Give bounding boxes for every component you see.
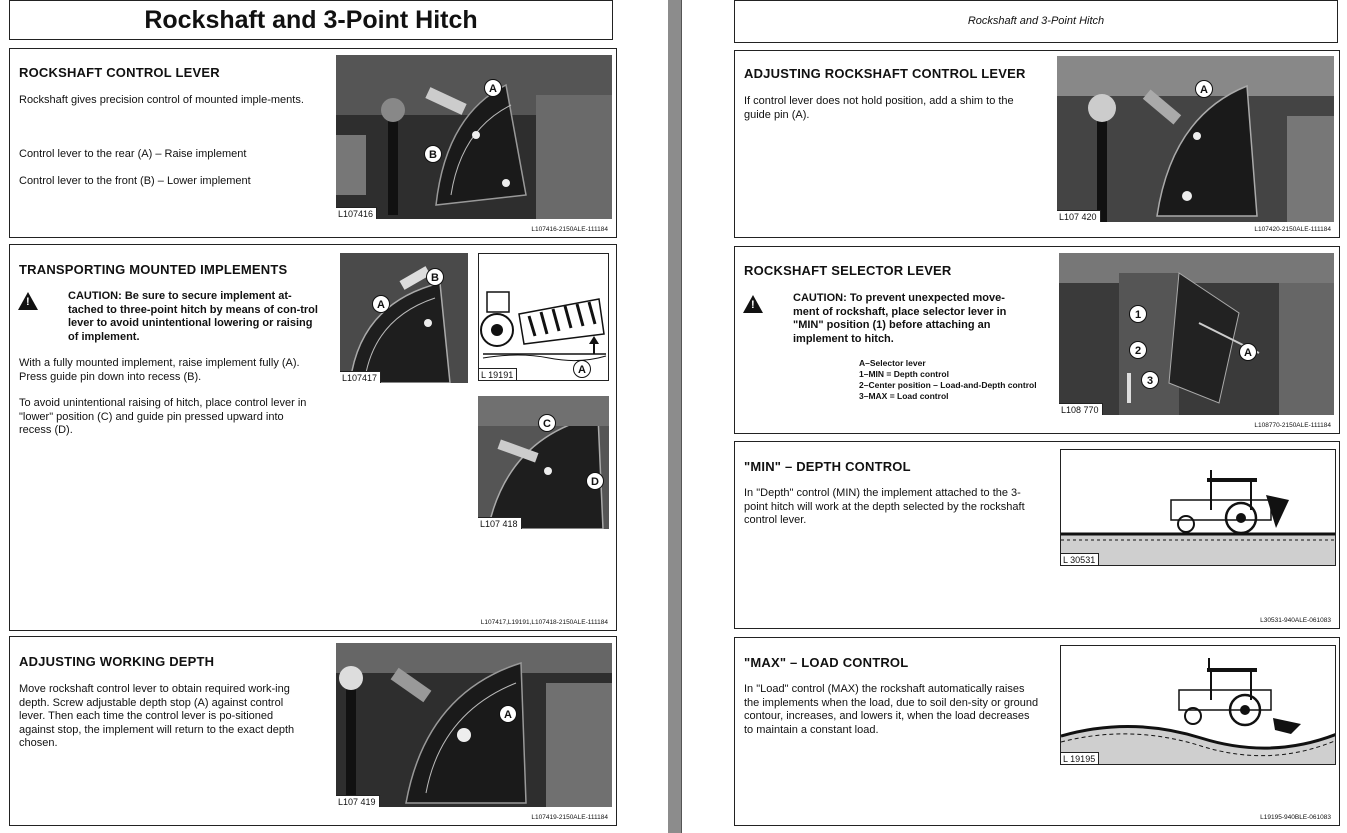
section-title: ROCKSHAFT CONTROL LEVER: [19, 65, 220, 80]
figure-label: L107416: [336, 207, 377, 219]
photo-illustration: [336, 55, 612, 219]
paragraph: To avoid unintentional raising of hitch, place control lever in "lower" position (C) and guide pin pressed upward into recess (D).: [19, 397, 307, 436]
paragraph: In "Load" control (MAX) the rockshaft automatically raises the implements when the load, due to soil den-sity or ground contour, increases, and lowers it, when the load decreases to maintain a constant load.: [744, 683, 1039, 736]
page-gutter: [668, 0, 681, 833]
callout-1: 1: [1129, 305, 1147, 323]
reference-code: L19195-940BLE-061083: [1260, 814, 1331, 821]
reference-code: L107416-2150ALE-111184: [531, 226, 608, 233]
callout-a: A: [1239, 343, 1257, 361]
photo-illustration: [336, 643, 612, 807]
paragraph: If control lever does not hold position, add a shim to the guide pin (A).: [744, 95, 1014, 121]
reference-code: L30531-940ALE-061083: [1260, 617, 1331, 624]
section-transporting-mounted-implements: [9, 244, 617, 631]
legend-item: 1–MIN = Depth control: [859, 369, 949, 379]
photo-illustration: [1057, 56, 1334, 222]
callout-a: A: [499, 705, 517, 723]
drawing-illustration: [1061, 450, 1336, 566]
running-head: Rockshaft and 3-Point Hitch: [967, 15, 1105, 27]
legend-item: 2–Center position – Load-and-Depth control: [859, 380, 1037, 390]
figure-label: L108 770: [1059, 403, 1103, 415]
callout-2: 2: [1129, 341, 1147, 359]
figure-label: L 30531: [1061, 553, 1099, 565]
page-title: Rockshaft and 3-Point Hitch: [144, 6, 478, 34]
right-page-header-box: [734, 0, 1338, 43]
figure-label: L107417: [340, 371, 381, 383]
legend-item: 3–MAX = Load control: [859, 391, 949, 401]
section-title: ROCKSHAFT SELECTOR LEVER: [744, 263, 952, 278]
callout-a: A: [372, 295, 390, 313]
figure-label: L107 420: [1057, 210, 1101, 222]
photo-selector-lever: [1059, 253, 1334, 415]
legend-item: A–Selector lever: [859, 358, 926, 368]
photo-lower-position: [478, 396, 609, 529]
reference-code: L107420-2150ALE-111184: [1254, 226, 1331, 233]
section-title: "MAX" – LOAD CONTROL: [744, 655, 909, 670]
selector-legend: [859, 358, 1039, 402]
section-title: TRANSPORTING MOUNTED IMPLEMENTS: [19, 262, 288, 277]
paragraph: Control lever to the front (B) – Lower implement: [19, 175, 251, 187]
photo-control-lever: [336, 55, 612, 219]
reference-code: L107417,L19191,L107418-2150ALE-111184: [480, 619, 608, 626]
drawing-illustration: [479, 254, 609, 381]
left-page-title-box: [9, 0, 613, 40]
paragraph: Move rockshaft control lever to obtain required work-ing depth. Screw adjustable depth stop (A) against control lever. Then each time the control lever is po-sitioned against stop, the implement will return to the exact depth chosen.: [19, 683, 295, 749]
callout-a: A: [484, 79, 502, 97]
caution-icon: !: [743, 295, 763, 313]
callout-3: 3: [1141, 371, 1159, 389]
figure-label: L 19195: [1061, 752, 1099, 764]
caution-icon: !: [18, 292, 38, 310]
photo-illustration: [1059, 253, 1334, 415]
drawing-depth-control: [1060, 449, 1336, 566]
section-rockshaft-control-lever: [9, 48, 617, 238]
paragraph: Rockshaft gives precision control of mounted imple-ments.: [19, 94, 304, 106]
reference-code: L107419-2150ALE-111184: [531, 814, 608, 821]
drawing-illustration: [1061, 646, 1336, 765]
callout-a: A: [573, 360, 591, 378]
callout-b: B: [426, 268, 444, 286]
reference-code: L108770-2150ALE-111184: [1254, 422, 1331, 429]
callout-b: B: [424, 145, 442, 163]
drawing-tractor-implement: [478, 253, 609, 381]
section-adjusting-rockshaft-control-lever: [734, 50, 1340, 238]
figure-label: L107 418: [478, 517, 522, 529]
drawing-load-control: [1060, 645, 1336, 765]
photo-raise-implement: [340, 253, 468, 383]
caution-text: CAUTION: To prevent unexpected move-ment of rockshaft, place selector lever in "MIN" position (1) before attaching an implement to hitch.: [793, 292, 1007, 345]
section-max-load-control: [734, 637, 1340, 826]
figure-label: L 19191: [479, 368, 517, 380]
section-title: ADJUSTING ROCKSHAFT CONTROL LEVER: [744, 66, 1026, 81]
section-rockshaft-selector-lever: [734, 246, 1340, 434]
photo-adjusting-lever: [1057, 56, 1334, 222]
figure-label: L107 419: [336, 795, 380, 807]
paragraph: Control lever to the rear (A) – Raise implement: [19, 148, 247, 160]
paragraph: With a fully mounted implement, raise implement fully (A). Press guide pin down into recess (B).: [19, 357, 300, 383]
callout-a: A: [1195, 80, 1213, 98]
right-page: [682, 0, 1347, 833]
photo-illustration: [340, 253, 468, 383]
section-min-depth-control: [734, 441, 1340, 629]
section-adjusting-working-depth: [9, 636, 617, 826]
callout-c: C: [538, 414, 556, 432]
left-page: [0, 0, 668, 833]
section-title: "MIN" – DEPTH CONTROL: [744, 459, 911, 474]
caution-text: CAUTION: Be sure to secure implement at-tached to three-point hitch by means of con-trol lever to avoid unintentional lowering or raising of implement.: [68, 290, 318, 343]
photo-working-depth: [336, 643, 612, 807]
section-title: ADJUSTING WORKING DEPTH: [19, 654, 215, 669]
callout-d: D: [586, 472, 604, 490]
paragraph: In "Depth" control (MIN) the implement attached to the 3-point hitch will work at the depth selected by the rockshaft control lever.: [744, 487, 1025, 526]
